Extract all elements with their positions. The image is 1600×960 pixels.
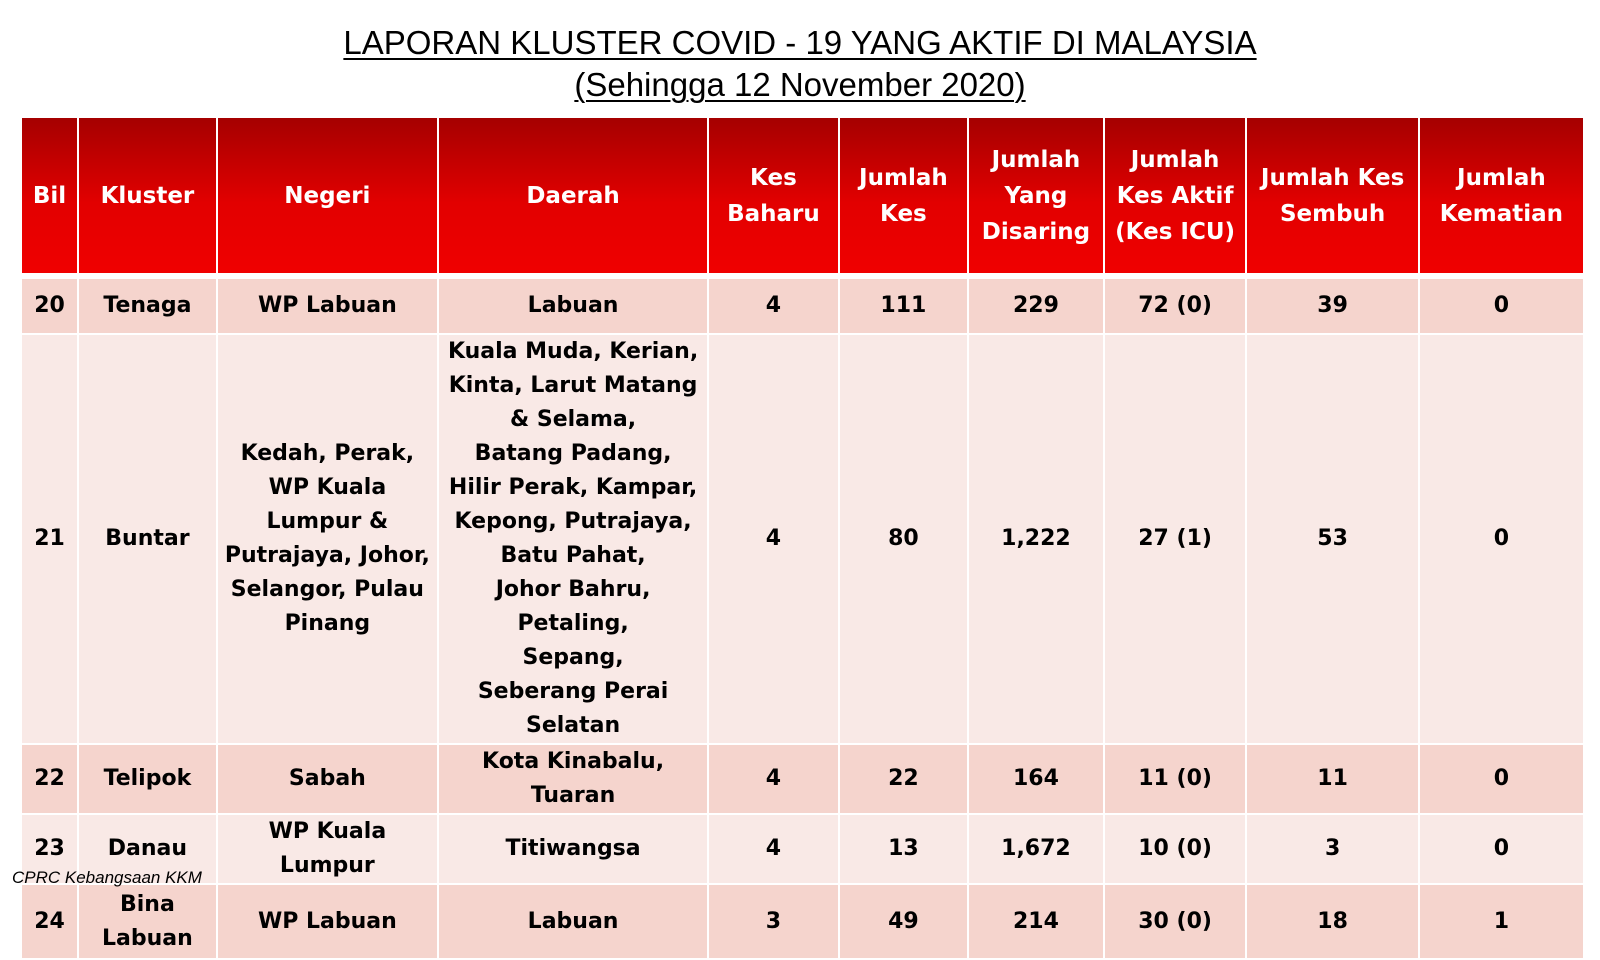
report-title-main: LAPORAN KLUSTER COVID - 19 YANG AKTIF DI MALAYSIA (343, 24, 1257, 61)
daerah-line: Kota Kinabalu, Tuaran (482, 749, 665, 808)
daerah-line: Kinta, Larut Matang & Selama, (448, 373, 698, 432)
table-row (21, 814, 1584, 884)
cell-daerah (438, 884, 708, 959)
cell-kes-baharu: 4 (708, 744, 839, 814)
cell-kes-baharu: 4 (708, 334, 839, 744)
cell-kluster: Danau (78, 814, 217, 884)
cell-kes-aktif: 11 (0) (1104, 744, 1247, 814)
cell-bil: 24 (21, 884, 78, 959)
cell-bil: 20 (21, 276, 78, 334)
cell-negeri: Kedah, Perak, WP Kuala Lumpur & Putrajaya, Johor, Selangor, Pulau Pinang (217, 334, 438, 744)
table-row (21, 334, 1584, 744)
header-daerah: Daerah (438, 117, 708, 276)
cell-kematian: 0 (1419, 276, 1584, 334)
cell-kluster: Bina Labuan (78, 884, 217, 959)
cell-daerah (438, 276, 708, 334)
cell-kluster: Tenaga (78, 276, 217, 334)
report-title-date: (Sehingga 12 November 2020) (574, 66, 1026, 103)
header-kes-aktif: Jumlah Kes Aktif (Kes ICU) (1104, 117, 1247, 276)
cell-kes-baharu: 4 (708, 814, 839, 884)
cell-daerah (438, 744, 708, 814)
cell-negeri: WP Labuan (217, 884, 438, 959)
cell-kematian: 0 (1419, 334, 1584, 744)
daerah-line: Hilir Perak, Kampar, (448, 475, 698, 500)
table-row (21, 276, 1584, 334)
cell-disaring: 1,672 (968, 814, 1104, 884)
cell-disaring: 164 (968, 744, 1104, 814)
daerah-line: Batang Padang, (474, 441, 672, 466)
cell-kes-aktif: 72 (0) (1104, 276, 1247, 334)
daerah-line: Kuala Muda, Kerian, (447, 339, 699, 364)
cell-disaring: 214 (968, 884, 1104, 959)
cluster-table (20, 116, 1585, 960)
cell-daerah (438, 814, 708, 884)
cell-daerah (438, 334, 708, 744)
header-jumlah-kes: Jumlah Kes (839, 117, 968, 276)
cell-kematian: 0 (1419, 744, 1584, 814)
cell-kluster: Telipok (78, 744, 217, 814)
cell-kes-sembuh: 39 (1246, 276, 1418, 334)
cell-kes-sembuh: 11 (1246, 744, 1418, 814)
cell-kes-aktif: 27 (1) (1104, 334, 1247, 744)
cell-negeri: WP Labuan (217, 276, 438, 334)
report-title (0, 22, 1600, 106)
table-row (21, 744, 1584, 814)
cell-bil: 21 (21, 334, 78, 744)
table-header-row (21, 117, 1584, 276)
cell-kluster: Buntar (78, 334, 217, 744)
cell-kematian: 1 (1419, 884, 1584, 959)
cell-bil: 23 (21, 814, 78, 884)
cell-kes-sembuh: 18 (1246, 884, 1418, 959)
cell-kes-baharu: 4 (708, 276, 839, 334)
table-row (21, 884, 1584, 959)
header-kematian: Jumlah Kematian (1419, 117, 1584, 276)
cell-jumlah-kes: 22 (839, 744, 968, 814)
daerah-line: Johor Bahru, Petaling, (495, 577, 651, 636)
header-bil: Bil (21, 117, 78, 276)
cell-disaring: 1,222 (968, 334, 1104, 744)
header-kluster: Kluster (78, 117, 217, 276)
cell-kes-aktif: 10 (0) (1104, 814, 1247, 884)
cell-jumlah-kes: 80 (839, 334, 968, 744)
daerah-line: Sepang, (522, 645, 624, 670)
cell-jumlah-kes: 111 (839, 276, 968, 334)
cell-kes-aktif: 30 (0) (1104, 884, 1247, 959)
cell-jumlah-kes: 13 (839, 814, 968, 884)
cell-jumlah-kes: 49 (839, 884, 968, 959)
daerah-line: Labuan (527, 908, 619, 934)
header-negeri: Negeri (217, 117, 438, 276)
cell-kematian: 0 (1419, 814, 1584, 884)
header-kes-baharu: Kes Baharu (708, 117, 839, 276)
header-kes-sembuh: Jumlah Kes Sembuh (1246, 117, 1418, 276)
cell-disaring: 229 (968, 276, 1104, 334)
daerah-line: Batu Pahat, (500, 543, 646, 568)
daerah-line: Labuan (527, 293, 619, 318)
cell-negeri: Sabah (217, 744, 438, 814)
header-jumlah-disaring: Jumlah Yang Disaring (968, 117, 1104, 276)
cell-negeri: WP Kuala Lumpur (217, 814, 438, 884)
daerah-line: Titiwangsa (505, 836, 641, 861)
cell-kes-baharu: 3 (708, 884, 839, 959)
cell-kes-sembuh: 53 (1246, 334, 1418, 744)
daerah-line: Seberang Perai Selatan (477, 679, 669, 738)
cell-kes-sembuh: 3 (1246, 814, 1418, 884)
source-footer: CPRC Kebangsaan KKM (12, 868, 202, 887)
daerah-line: Kepong, Putrajaya, (454, 509, 692, 534)
cell-bil: 22 (21, 744, 78, 814)
